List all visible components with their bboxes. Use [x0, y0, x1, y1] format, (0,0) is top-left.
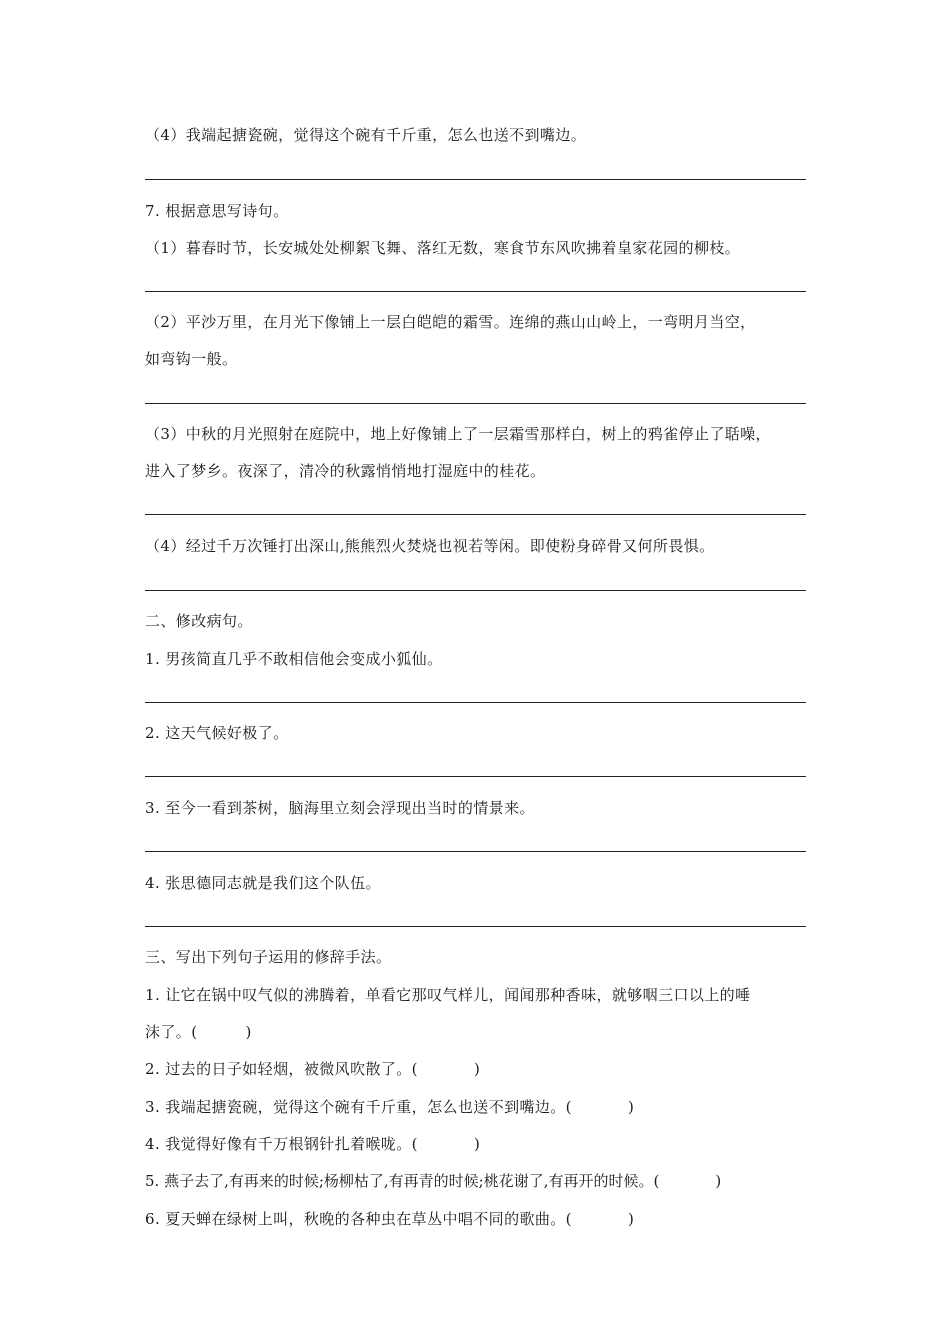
question-a4: （4）我端起搪瓷碗，觉得这个碗有千斤重，怎么也送不到嘴边。 — [145, 126, 587, 144]
answer-line[interactable] — [145, 403, 806, 404]
section3-title: 三、写出下列句子运用的修辞手法。 — [145, 948, 392, 966]
answer-line[interactable] — [145, 851, 806, 852]
close-paren: ) — [473, 1060, 481, 1078]
item-text: 4. 我觉得好像有千万根钢针扎着喉咙。( — [145, 1135, 418, 1153]
section3-item3 — [145, 1096, 634, 1117]
section2-title: 二、修改病句。 — [145, 612, 253, 630]
item-text: 2. 过去的日子如轻烟，被微风吹散了。( — [145, 1060, 418, 1078]
section3-item6 — [145, 1208, 634, 1229]
item-text: 5. 燕子去了,有再来的时候;杨柳枯了,有再青的时候;桃花谢了,有再开的时候。( — [145, 1172, 660, 1190]
answer-line[interactable] — [145, 514, 806, 515]
close-paren: ) — [627, 1098, 635, 1116]
section2-item1: 1. 男孩简直几乎不敢相信他会变成小狐仙。 — [145, 650, 443, 668]
section2-item3: 3. 至今一看到茶树，脑海里立刻会浮现出当时的情景来。 — [145, 799, 535, 817]
section7-item3-line2: 进入了梦乡。夜深了，清冷的秋露悄悄地打湿庭中的桂花。 — [145, 462, 546, 480]
item-text: 6. 夏天蝉在绿树上叫，秋晚的各种虫在草丛中唱不同的歌曲。( — [145, 1210, 572, 1228]
section7-item2-line2: 如弯钩一般。 — [145, 350, 238, 368]
section3-item1-line1: 1. 让它在锅中叹气似的沸腾着，单看它那叹气样儿，闻闻那种香味，就够咽三口以上的唾 — [145, 986, 751, 1004]
answer-line[interactable] — [145, 776, 806, 777]
close-paren: ) — [245, 1023, 252, 1041]
answer-line[interactable] — [145, 291, 806, 292]
item-text: 3. 我端起搪瓷碗，觉得这个碗有千斤重，怎么也送不到嘴边。( — [145, 1098, 572, 1116]
section2-item2: 2. 这天气候好极了。 — [145, 724, 289, 742]
close-paren: ) — [715, 1172, 722, 1190]
section2-item4: 4. 张思德同志就是我们这个队伍。 — [145, 874, 381, 892]
answer-line[interactable] — [145, 179, 806, 180]
section7-item1: （1）暮春时节，长安城处处柳絮飞舞、落红无数，寒食节东风吹拂着皇家花园的柳枝。 — [145, 239, 741, 257]
section7-title: 7. 根据意思写诗句。 — [145, 202, 289, 220]
section3-item5 — [145, 1170, 721, 1191]
section7-item3-line1: （3）中秋的月光照射在庭院中，地上好像铺上了一层霜雪那样白，树上的鸦雀停止了聒噪， — [145, 425, 771, 443]
answer-line[interactable] — [145, 590, 806, 591]
section7-item4: （4）经过千万次锤打出深山,熊熊烈火焚烧也视若等闲。即使粉身碎骨又何所畏惧。 — [145, 537, 715, 555]
section3-item2 — [145, 1058, 480, 1079]
item-text: 沫了。( — [145, 1023, 198, 1041]
section3-item1-line2 — [145, 1021, 252, 1042]
close-paren: ) — [473, 1135, 481, 1153]
answer-line[interactable] — [145, 926, 806, 927]
section3-item4 — [145, 1133, 480, 1154]
close-paren: ) — [627, 1210, 635, 1228]
answer-line[interactable] — [145, 702, 806, 703]
section7-item2-line1: （2）平沙万里，在月光下像铺上一层白皑皑的霜雪。连绵的燕山山岭上，一弯明月当空， — [145, 313, 756, 331]
